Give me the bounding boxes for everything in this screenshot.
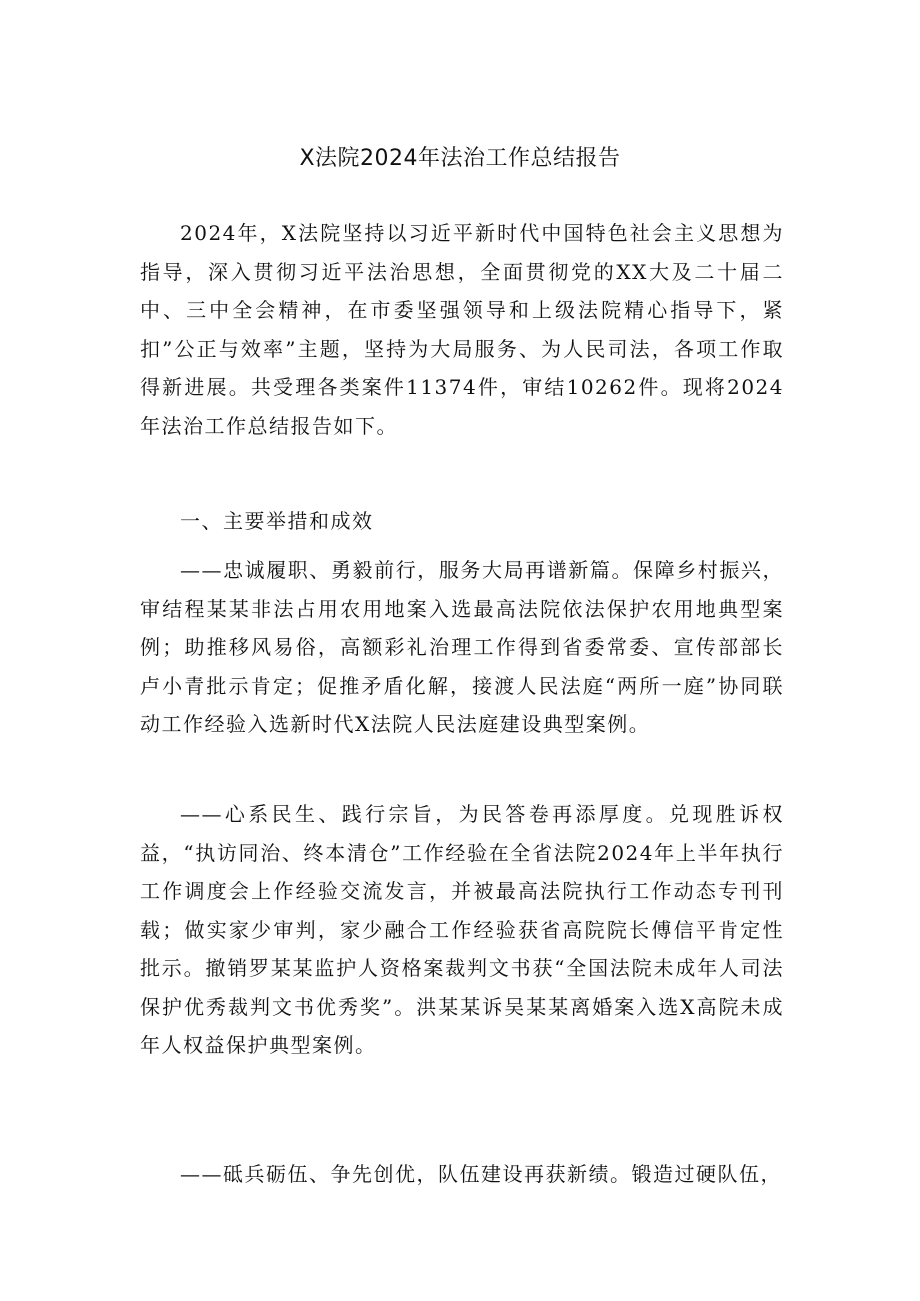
achievement-paragraph-3: ——砥兵砺伍、争先创优，队伍建设再获新绩。锻造过硬队伍， bbox=[180, 1162, 782, 1186]
section-heading: 一、主要举措和成效 bbox=[180, 509, 374, 533]
intro-paragraph: 2024年，X法院坚持以习近平新时代中国特色社会主义思想为指导，深入贯彻习近平法治思想，全面贯彻党的XX大及二十届二中、三中全会精神，在市委坚强领导和上级法院精心指导下，紧扣”公正与效率”主题，坚持为大局服务、为人民司法，各项工作取得新进展。共受理各类案件11374件，审结10262件。现将2024年法治工作总结报告如下。 bbox=[140, 221, 784, 438]
document-title: X法院2024年法治工作总结报告 bbox=[299, 146, 621, 171]
achievement-paragraph-2: ——心系民生、践行宗旨，为民答卷再添厚度。兑现胜诉权益，“执访同治、终本清仓”工作经验在全省法院2024年上半年执行工作调度会上作经验交流发言，并被最高法院执行工作动态专刊刊载；做实家少审判，家少融合工作经验获省高院院长傅信平肯定性批示。撤销罗某某监护人资格案裁判文书获“全国法院未成年人司法保护优秀裁判文书优秀奖”。洪某某诉吴某某离婚案入选X高院未成年人权益保护典型案例。 bbox=[140, 802, 784, 1057]
achievement-paragraph-1: ——忠诚履职、勇毅前行，服务大局再谱新篇。保障乡村振兴，审结程某某非法占用农用地案入选最高法院依法保护农用地典型案例；助推移风易俗，高额彩礼治理工作得到省委常委、宣传部部长卢小青批示肯定；促推矛盾化解，接渡人民法庭“两所一庭”协同联动工作经验入选新时代X法院人民法庭建设典型案例。 bbox=[140, 558, 784, 736]
